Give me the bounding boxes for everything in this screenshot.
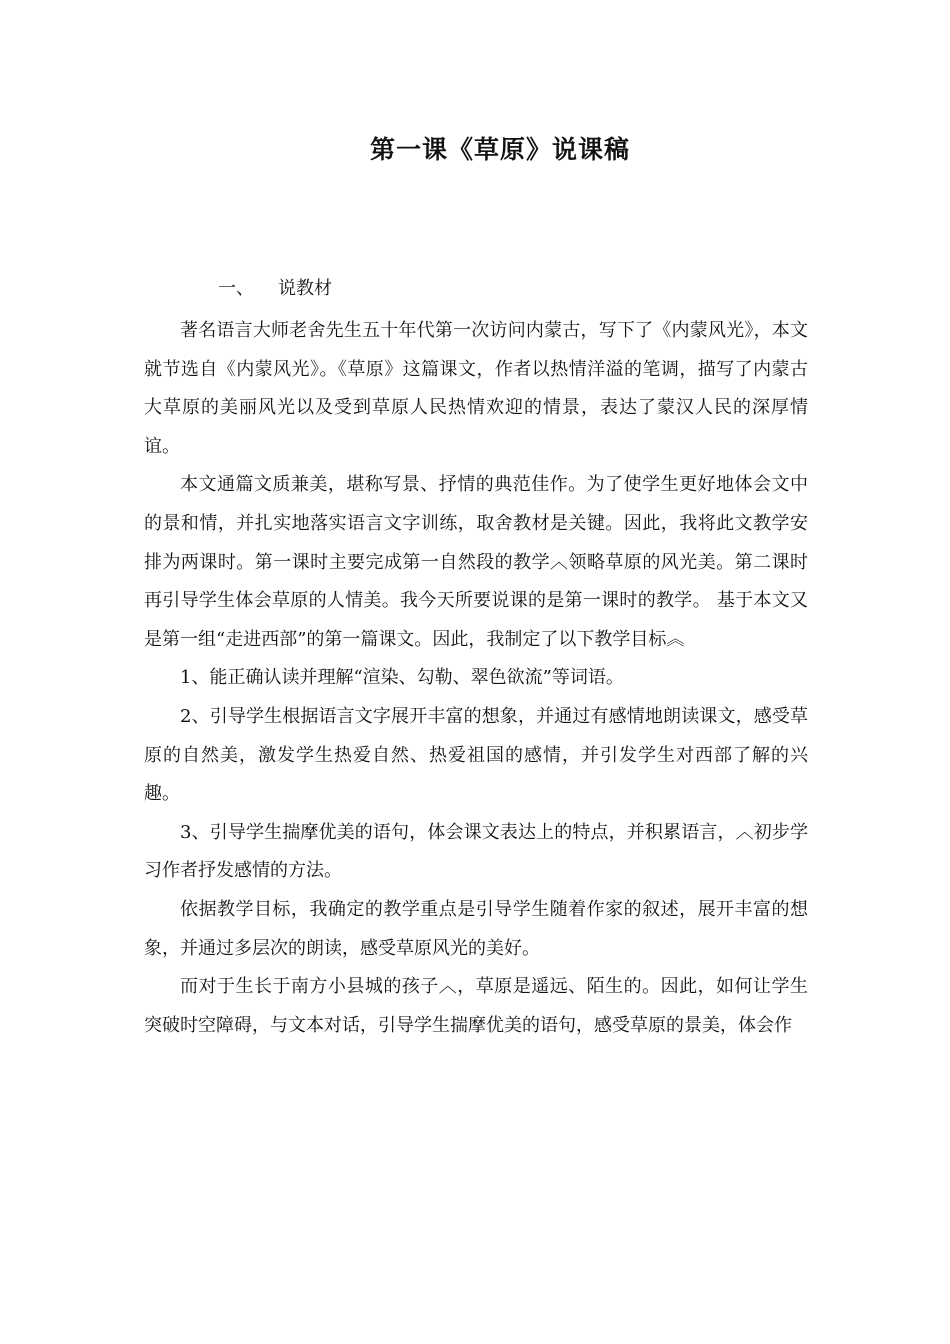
paragraph-3: 1、能正确认读并理解“渲染、勾勒、翠色欲流”等词语。 [180, 667, 624, 689]
paragraph-7: 而对于生长于南方小县城的孩子︿，草原是遥远、陌生的。因此，如何让学生突破时空障碍，与文本对话，引导学生揣摩优美的语句，感受草原的景美，体会作 [144, 976, 808, 1036]
paragraph-4: 2、引导学生根据语言文字展开丰富的想象，并通过有感情地朗读课文，感受草原的自然美，激发学生热爱自然、热爱祖国的感情，并引发学生对西部了解的兴趣。 [144, 705, 808, 805]
section-heading [218, 275, 332, 303]
section-label: 说教材 [278, 278, 332, 299]
body-text [144, 312, 808, 1045]
section-number: 一、 [218, 278, 254, 299]
document-title: 第一课《草原》说课稿 [369, 135, 630, 164]
paragraph-2: 本文通篇文质兼美，堪称写景、抒情的典范佳作。为了使学生更好地体会文中的景和情，并扎实地落实语言文字训练，取舍教材是关键。因此，我将此文教学安排为两课时。第一课时主要完成第一自然段的教学︿领略草原的风光美。第二课时再引导学生体会草原的人情美。我今天所要说课的是第一课时的教学。 基于本文又是第一组“走进西部”的第一篇课文。因此，我制定了以下教学目标︽ [144, 474, 808, 650]
paragraph-5: 3、引导学生揣摩优美的语句，体会课文表达上的特点，并积累语言，︿初步学习作者抒发感情的方法。 [144, 821, 808, 882]
paragraph-6: 依据教学目标，我确定的教学重点是引导学生随着作家的叙述，展开丰富的想象，并通过多层次的朗读，感受草原风光的美好。 [144, 898, 808, 959]
paragraph-1: 著名语言大师老舍先生五十年代第一次访问内蒙古，写下了《内蒙风光》，本文就节选自《内蒙风光》。《草原》这篇课文，作者以热情洋溢的笔调，描写了内蒙古大草原的美丽风光以及受到草原人民热情欢迎的情景，表达了蒙汉人民的深厚情谊。 [144, 320, 808, 457]
